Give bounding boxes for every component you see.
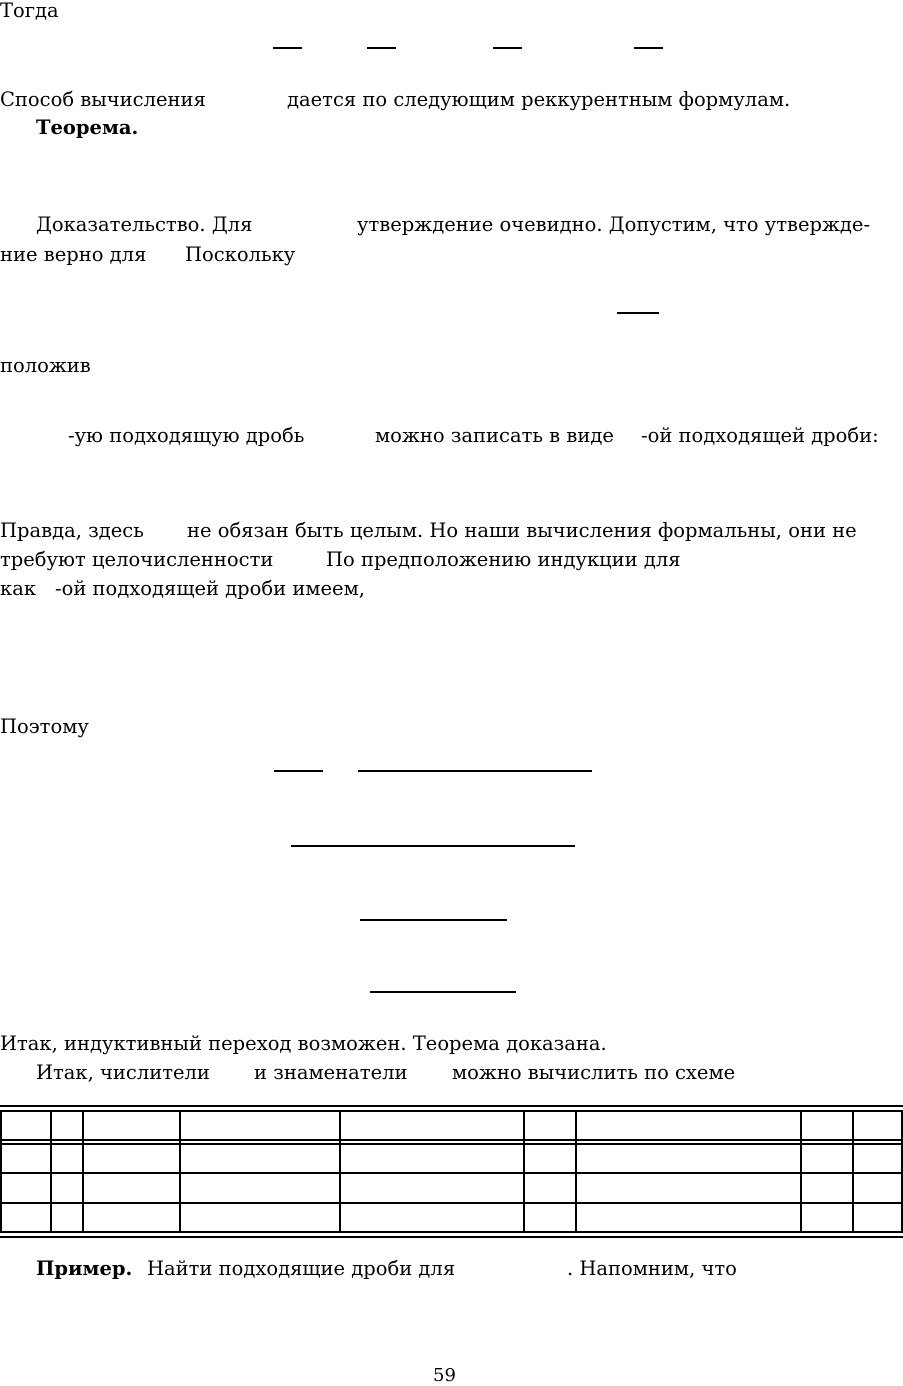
table-rule	[0, 1110, 903, 1112]
table-rule	[0, 1143, 903, 1145]
text-line-kak: как	[0, 577, 37, 600]
text-line-togda: Тогда	[0, 0, 59, 22]
table-column-rule	[523, 1110, 525, 1233]
text-line-example: Найти подходящие дроби для	[147, 1257, 456, 1280]
fraction-bar	[291, 845, 575, 847]
text-line-kth-c: -ой подходящей дроби:	[641, 424, 879, 447]
text-line-treb-b: По предположению индукции для	[326, 548, 681, 571]
text-line-proof-cont: утверждение очевидно. Допустим, что утвержде-	[357, 213, 871, 236]
text-line-pravda-b: не обязан быть целым. Но наши вычисления формальны, они не	[187, 519, 857, 542]
text-line-example-b: . Напомним, что	[567, 1257, 737, 1280]
fraction-bar	[617, 312, 659, 314]
text-line-kth: -ую подходящую дробь	[68, 424, 305, 447]
text-line-treb: требуют целочисленности	[0, 548, 274, 571]
text-line-proof: Доказательство. Для	[36, 213, 253, 236]
fraction-bar	[273, 47, 302, 49]
table-rule	[0, 1139, 903, 1141]
fraction-bar	[370, 991, 516, 993]
table-rule	[0, 1202, 903, 1204]
table-rule	[0, 1231, 903, 1233]
example-heading: Пример.	[36, 1257, 133, 1280]
text-line-proof-2: ние верно для	[0, 243, 147, 266]
fraction-bar	[360, 919, 507, 921]
table-column-rule	[179, 1110, 181, 1233]
text-line-sposob-cont: дается по следующим реккурентным формулам.	[287, 88, 791, 111]
text-line-itak: Итак, индуктивный переход возможен. Теорема доказана.	[0, 1032, 607, 1055]
table-rule	[0, 1105, 903, 1107]
theorem-heading: Теорема.	[36, 116, 139, 139]
text-line-pravda: Правда, здесь	[0, 519, 144, 542]
table-column-rule	[575, 1110, 577, 1233]
text-line-kak-b: -ой подходящей дроби имеем,	[55, 577, 365, 600]
fraction-bar	[367, 47, 396, 49]
text-line-proof-2b: Поскольку	[185, 243, 296, 266]
text-line-poetomu: Поэтому	[0, 715, 89, 738]
text-line-itak2c: можно вычислить по схеме	[452, 1061, 736, 1084]
fraction-bar	[634, 47, 663, 49]
fraction-bar	[358, 770, 592, 772]
table-column-rule	[852, 1110, 854, 1233]
table-column-rule	[0, 1110, 2, 1233]
table-column-rule	[800, 1110, 802, 1233]
table-rule	[0, 1172, 903, 1174]
text-line-itak2b: и знаменатели	[254, 1061, 408, 1084]
text-line-itak2: Итак, числители	[36, 1061, 210, 1084]
table-rule	[0, 1236, 903, 1238]
text-line-kth-b: можно записать в виде	[375, 424, 614, 447]
fraction-bar	[493, 47, 522, 49]
table-column-rule	[339, 1110, 341, 1233]
page-number: 59	[433, 1365, 456, 1386]
table-column-rule	[50, 1110, 52, 1233]
text-line-polozhiv: положив	[0, 354, 91, 377]
table-column-rule	[82, 1110, 84, 1233]
text-line-sposob: Способ вычисления	[0, 88, 206, 111]
fraction-bar	[274, 770, 323, 772]
